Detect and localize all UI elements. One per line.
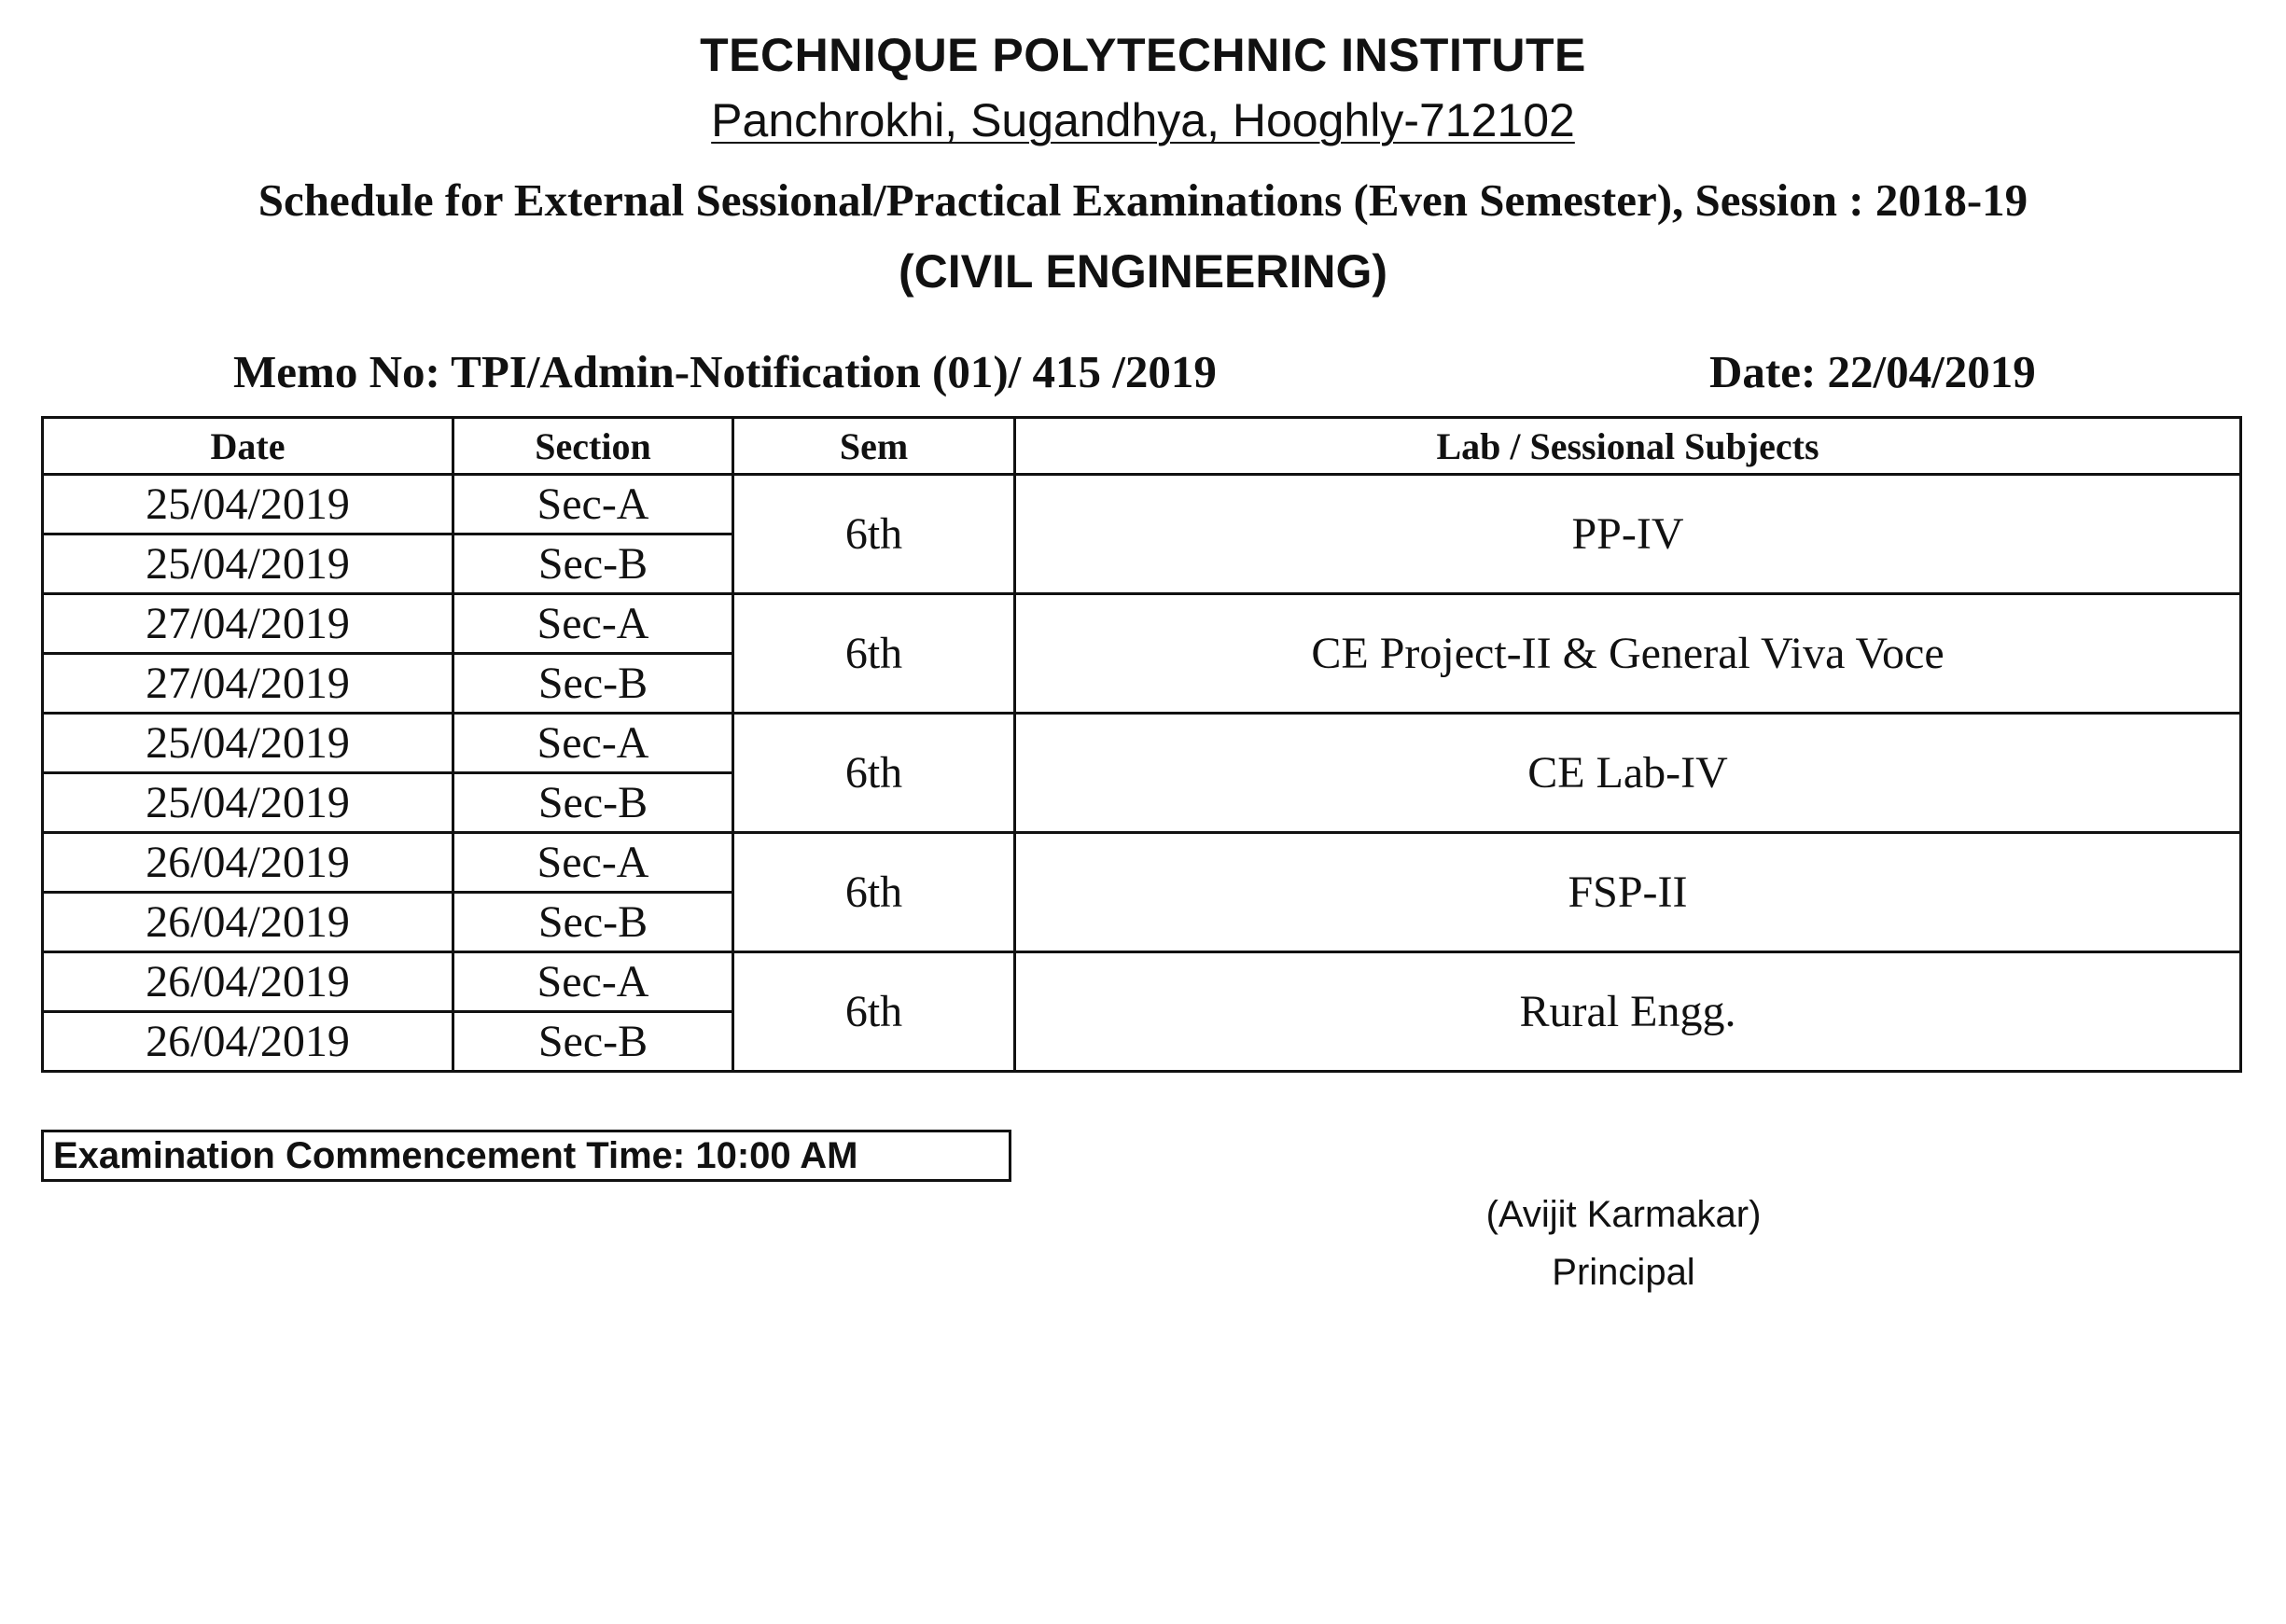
section-cell: Sec-A <box>453 833 733 893</box>
date-cell: 27/04/2019 <box>43 594 453 654</box>
sem-cell: 6th <box>733 952 1015 1072</box>
table-row <box>43 475 2241 534</box>
commencement-time-box: Examination Commencement Time: 10:00 AM <box>41 1130 1011 1182</box>
institute-name: TECHNIQUE POLYTECHNIC INSTITUTE <box>700 29 1586 81</box>
column-header-date: Date <box>43 418 453 475</box>
section-cell: Sec-B <box>453 773 733 833</box>
date-cell: 26/04/2019 <box>43 833 453 893</box>
section-cell: Sec-B <box>453 654 733 714</box>
subject-cell: CE Project-II & General Viva Voce <box>1015 594 2241 714</box>
section-cell: Sec-A <box>453 594 733 654</box>
section-cell: Sec-A <box>453 714 733 773</box>
date-cell: 25/04/2019 <box>43 475 453 534</box>
column-header-sem: Sem <box>733 418 1015 475</box>
date-cell: 27/04/2019 <box>43 654 453 714</box>
section-cell: Sec-A <box>453 475 733 534</box>
sem-cell: 6th <box>733 714 1015 833</box>
date-cell: 26/04/2019 <box>43 1012 453 1072</box>
section-cell: Sec-B <box>453 534 733 594</box>
table-row <box>43 952 2241 1012</box>
institute-address-text: Panchrokhi, Sugandhya, Hooghly-712102 <box>711 94 1575 146</box>
institute-address <box>0 93 2286 147</box>
section-cell: Sec-B <box>453 893 733 952</box>
department-title: (CIVIL ENGINEERING) <box>898 245 1388 298</box>
subject-cell: CE Lab-IV <box>1015 714 2241 833</box>
memo-number: Memo No: TPI/Admin-Notification (01)/ 415 /2019 <box>233 346 1217 397</box>
date-cell: 25/04/2019 <box>43 773 453 833</box>
column-header-subject: Lab / Sessional Subjects <box>1015 418 2241 475</box>
date-cell: 25/04/2019 <box>43 534 453 594</box>
subject-cell: FSP-II <box>1015 833 2241 952</box>
column-header-section: Section <box>453 418 733 475</box>
memo-date: Date: 22/04/2019 <box>1709 346 2036 397</box>
section-cell: Sec-A <box>453 952 733 1012</box>
table-header-row <box>43 418 2241 475</box>
date-cell: 26/04/2019 <box>43 952 453 1012</box>
date-cell: 25/04/2019 <box>43 714 453 773</box>
subject-cell: PP-IV <box>1015 475 2241 594</box>
subject-cell: Rural Engg. <box>1015 952 2241 1072</box>
sem-cell: 6th <box>733 833 1015 952</box>
sem-cell: 6th <box>733 594 1015 714</box>
signatory-name: (Avijit Karmakar) <box>1485 1194 1762 1235</box>
schedule-table <box>41 416 2242 1073</box>
date-cell: 26/04/2019 <box>43 893 453 952</box>
sem-cell: 6th <box>733 475 1015 594</box>
schedule-title: Schedule for External Sessional/Practical Examinations (Even Semester), Session : 2018-19 <box>258 174 2028 226</box>
section-cell: Sec-B <box>453 1012 733 1072</box>
table-row <box>43 833 2241 893</box>
table-row <box>43 714 2241 773</box>
table-row <box>43 594 2241 654</box>
signatory-title: Principal <box>1552 1252 1695 1293</box>
